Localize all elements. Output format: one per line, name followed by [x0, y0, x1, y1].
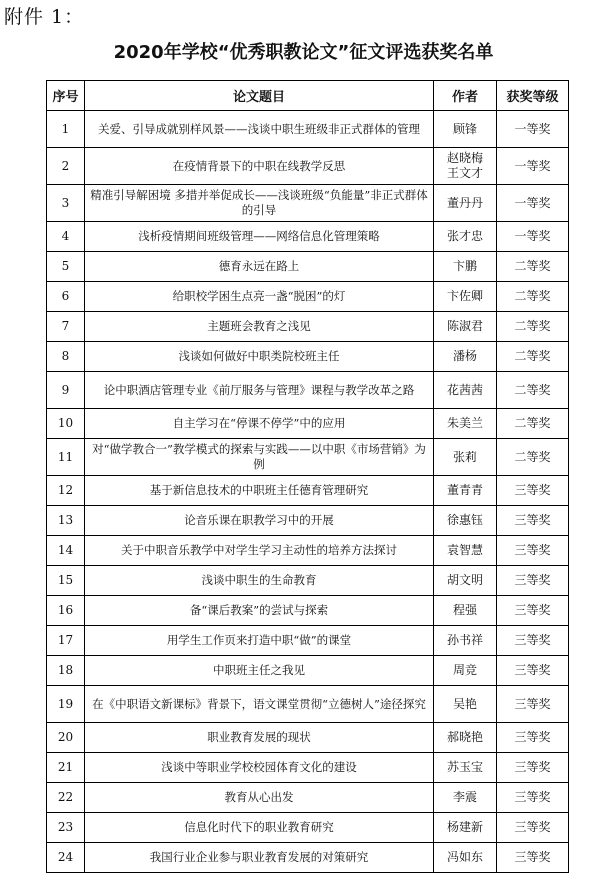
cell-award: 三等奖: [497, 686, 569, 723]
cell-author: 吴艳: [434, 686, 497, 723]
cell-award: 一等奖: [497, 185, 569, 222]
cell-award: 二等奖: [497, 372, 569, 409]
cell-title: 给职校学困生点亮一盏“脱困”的灯: [85, 282, 434, 312]
cell-award: 三等奖: [497, 566, 569, 596]
table-row: [47, 282, 569, 312]
table-row: [47, 409, 569, 439]
cell-title: 备“课后教案”的尝试与探索: [85, 596, 434, 626]
cell-no: 22: [47, 783, 85, 813]
table-row: [47, 439, 569, 476]
header-award: 获奖等级: [497, 81, 569, 111]
cell-author: 孙书祥: [434, 626, 497, 656]
table-row: [47, 148, 569, 185]
cell-title: 对“做学教合一”教学模式的探索与实践——以中职《市场营销》为例: [85, 439, 434, 476]
cell-author: 袁智慧: [434, 536, 497, 566]
cell-no: 23: [47, 813, 85, 843]
cell-award: 三等奖: [497, 596, 569, 626]
cell-author: 董青青: [434, 476, 497, 506]
cell-award: 一等奖: [497, 111, 569, 148]
table-row: [47, 222, 569, 252]
cell-title: 精准引导解困境 多措并举促成长——浅谈班级“负能量”非正式群体的引导: [85, 185, 434, 222]
cell-author: 陈淑君: [434, 312, 497, 342]
cell-no: 15: [47, 566, 85, 596]
cell-title: 在《中职语文新课标》背景下，语文课堂贯彻“立德树人”途径探究: [85, 686, 434, 723]
cell-award: 三等奖: [497, 536, 569, 566]
cell-no: 11: [47, 439, 85, 476]
cell-award: 三等奖: [497, 626, 569, 656]
cell-award: 三等奖: [497, 656, 569, 686]
cell-no: 20: [47, 723, 85, 753]
cell-author: 潘杨: [434, 342, 497, 372]
cell-title: 论音乐课在职教学习中的开展: [85, 506, 434, 536]
cell-no: 24: [47, 843, 85, 873]
cell-author: 周竞: [434, 656, 497, 686]
cell-title: 德育永远在路上: [85, 252, 434, 282]
cell-author: 郝晓艳: [434, 723, 497, 753]
table-row: [47, 312, 569, 342]
table-row: [47, 596, 569, 626]
table-row: [47, 813, 569, 843]
cell-no: 12: [47, 476, 85, 506]
cell-author: 苏玉宝: [434, 753, 497, 783]
award-table: [46, 80, 569, 873]
cell-no: 5: [47, 252, 85, 282]
cell-award: 二等奖: [497, 409, 569, 439]
cell-award: 二等奖: [497, 342, 569, 372]
table-row: [47, 506, 569, 536]
cell-award: 三等奖: [497, 753, 569, 783]
table-row: [47, 656, 569, 686]
cell-no: 9: [47, 372, 85, 409]
table-row: [47, 723, 569, 753]
cell-title: 职业教育发展的现状: [85, 723, 434, 753]
cell-title: 教育从心出发: [85, 783, 434, 813]
table-row: [47, 626, 569, 656]
document-title: 2020年学校“优秀职教论文”征文评选获奖名单: [113, 42, 494, 63]
cell-award: 三等奖: [497, 723, 569, 753]
table-row: [47, 111, 569, 148]
cell-author: 顾锋: [434, 111, 497, 148]
cell-no: 7: [47, 312, 85, 342]
cell-title: 我国行业企业参与职业教育发展的对策研究: [85, 843, 434, 873]
cell-no: 17: [47, 626, 85, 656]
cell-title: 基于新信息技术的中职班主任德育管理研究: [85, 476, 434, 506]
cell-no: 3: [47, 185, 85, 222]
table-row: [47, 536, 569, 566]
cell-award: 一等奖: [497, 222, 569, 252]
cell-author: 卞佐卿: [434, 282, 497, 312]
cell-no: 1: [47, 111, 85, 148]
cell-author: 胡文明: [434, 566, 497, 596]
table-row: [47, 753, 569, 783]
cell-award: 三等奖: [497, 843, 569, 873]
attachment-label: 附件 1：: [4, 6, 85, 28]
cell-author: 徐惠钰: [434, 506, 497, 536]
cell-no: 21: [47, 753, 85, 783]
cell-award: 三等奖: [497, 783, 569, 813]
cell-no: 10: [47, 409, 85, 439]
header-no: 序号: [47, 81, 85, 111]
cell-no: 14: [47, 536, 85, 566]
cell-award: 二等奖: [497, 439, 569, 476]
cell-title: 关于中职音乐教学中对学生学习主动性的培养方法探讨: [85, 536, 434, 566]
cell-author: 朱美兰: [434, 409, 497, 439]
cell-title: 主题班会教育之浅见: [85, 312, 434, 342]
cell-title: 关爱、引导成就别样风景——浅谈中职生班级非正式群体的管理: [85, 111, 434, 148]
cell-title: 信息化时代下的职业教育研究: [85, 813, 434, 843]
cell-title: 中职班主任之我见: [85, 656, 434, 686]
cell-author: 赵晓梅 王文才: [434, 148, 497, 185]
cell-award: 三等奖: [497, 506, 569, 536]
cell-title: 自主学习在“停课不停学”中的应用: [85, 409, 434, 439]
cell-author: 张才忠: [434, 222, 497, 252]
table-header-row: [47, 81, 569, 111]
cell-author: 卞鹏: [434, 252, 497, 282]
cell-award: 二等奖: [497, 312, 569, 342]
cell-no: 8: [47, 342, 85, 372]
cell-author: 李震: [434, 783, 497, 813]
cell-no: 4: [47, 222, 85, 252]
cell-author: 杨建新: [434, 813, 497, 843]
table-row: [47, 566, 569, 596]
table-row: [47, 372, 569, 409]
table-row: [47, 476, 569, 506]
cell-no: 18: [47, 656, 85, 686]
cell-no: 2: [47, 148, 85, 185]
table-row: [47, 783, 569, 813]
cell-title: 浅谈如何做好中职类院校班主任: [85, 342, 434, 372]
cell-author: 冯如东: [434, 843, 497, 873]
cell-title: 浅析疫情期间班级管理——网络信息化管理策略: [85, 222, 434, 252]
table-row: [47, 185, 569, 222]
cell-award: 二等奖: [497, 252, 569, 282]
header-author: 作者: [434, 81, 497, 111]
cell-no: 6: [47, 282, 85, 312]
cell-award: 三等奖: [497, 476, 569, 506]
cell-title: 在疫情背景下的中职在线教学反思: [85, 148, 434, 185]
cell-award: 一等奖: [497, 148, 569, 185]
table-row: [47, 252, 569, 282]
cell-title: 浅谈中职生的生命教育: [85, 566, 434, 596]
cell-author: 张莉: [434, 439, 497, 476]
cell-author: 董丹丹: [434, 185, 497, 222]
table-row: [47, 686, 569, 723]
cell-no: 19: [47, 686, 85, 723]
cell-no: 16: [47, 596, 85, 626]
cell-no: 13: [47, 506, 85, 536]
cell-title: 论中职酒店管理专业《前厅服务与管理》课程与教学改革之路: [85, 372, 434, 409]
cell-award: 二等奖: [497, 282, 569, 312]
table-row: [47, 843, 569, 873]
cell-author: 花茜茜: [434, 372, 497, 409]
cell-author: 程强: [434, 596, 497, 626]
cell-title: 用学生工作页来打造中职“做”的课堂: [85, 626, 434, 656]
header-title: 论文题目: [85, 81, 434, 111]
cell-title: 浅谈中等职业学校校园体育文化的建设: [85, 753, 434, 783]
table-row: [47, 342, 569, 372]
cell-award: 三等奖: [497, 813, 569, 843]
